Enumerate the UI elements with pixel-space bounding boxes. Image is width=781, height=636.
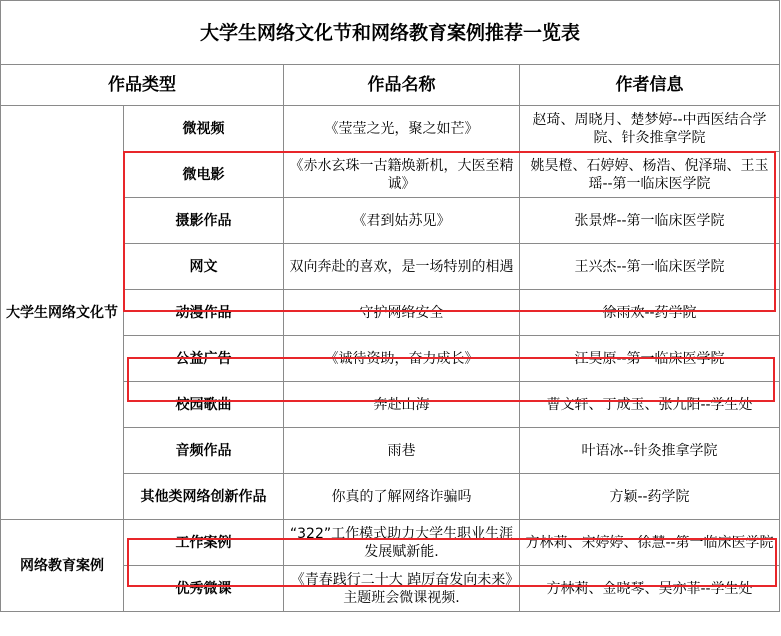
row-name: “322”工作模式助力大学生职业生涯发展赋新能. <box>284 520 520 566</box>
row-author: 张景烨--第一临床医学院 <box>520 198 780 244</box>
row-name: 守护网络安全 <box>284 290 520 336</box>
row-type: 音频作品 <box>124 428 284 474</box>
header-author: 作者信息 <box>520 65 780 106</box>
row-type: 优秀微课 <box>124 566 284 612</box>
row-type: 微视频 <box>124 106 284 152</box>
row-author: 方颖--药学院 <box>520 474 780 520</box>
table-row <box>1 520 780 566</box>
row-name: 你真的了解网络诈骗吗 <box>284 474 520 520</box>
row-author: 方林莉、金晓琴、吴亦菲--学生处 <box>520 566 780 612</box>
row-author: 叶语冰--针灸推拿学院 <box>520 428 780 474</box>
row-name: 《君到姑苏见》 <box>284 198 520 244</box>
row-author: 曹文轩、丁成玉、张九阳--学生处 <box>520 382 780 428</box>
header-name: 作品名称 <box>284 65 520 106</box>
row-name: 《莹莹之光，聚之如芒》 <box>284 106 520 152</box>
row-name: 《赤水玄珠一古籍焕新机，大医至精诚》 <box>284 152 520 198</box>
row-name: 《青春践行二十大 踔厉奋发向未来》主题班会微课视频. <box>284 566 520 612</box>
row-type: 公益广告 <box>124 336 284 382</box>
table-row <box>1 106 780 152</box>
row-author: 姚昊橙、石婷婷、杨浩、倪泽瑞、王玉瑶--第一临床医学院 <box>520 152 780 198</box>
row-type: 网文 <box>124 244 284 290</box>
row-type: 工作案例 <box>124 520 284 566</box>
row-author: 徐雨欢--药学院 <box>520 290 780 336</box>
row-author: 方林莉、宋婷婷、徐慧--第一临床医学院 <box>520 520 780 566</box>
row-type: 摄影作品 <box>124 198 284 244</box>
row-name: 雨巷 <box>284 428 520 474</box>
row-name: 《诚待资助，奋力成长》 <box>284 336 520 382</box>
row-author: 江昊原--第一临床医学院 <box>520 336 780 382</box>
group-label-culture-festival: 大学生网络文化节 <box>1 106 124 520</box>
row-type: 动漫作品 <box>124 290 284 336</box>
row-type: 微电影 <box>124 152 284 198</box>
row-type: 校园歌曲 <box>124 382 284 428</box>
row-name: 双向奔赴的喜欢，是一场特别的相遇 <box>284 244 520 290</box>
header-category: 作品类型 <box>1 65 284 106</box>
row-author: 赵琦、周晓月、楚梦婷--中西医结合学院、针灸推拿学院 <box>520 106 780 152</box>
row-name: 奔赴山海 <box>284 382 520 428</box>
row-type: 其他类网络创新作品 <box>124 474 284 520</box>
group-label-education-case: 网络教育案例 <box>1 520 124 612</box>
row-author: 王兴杰--第一临床医学院 <box>520 244 780 290</box>
table-title: 大学生网络文化节和网络教育案例推荐一览表 <box>1 1 780 65</box>
